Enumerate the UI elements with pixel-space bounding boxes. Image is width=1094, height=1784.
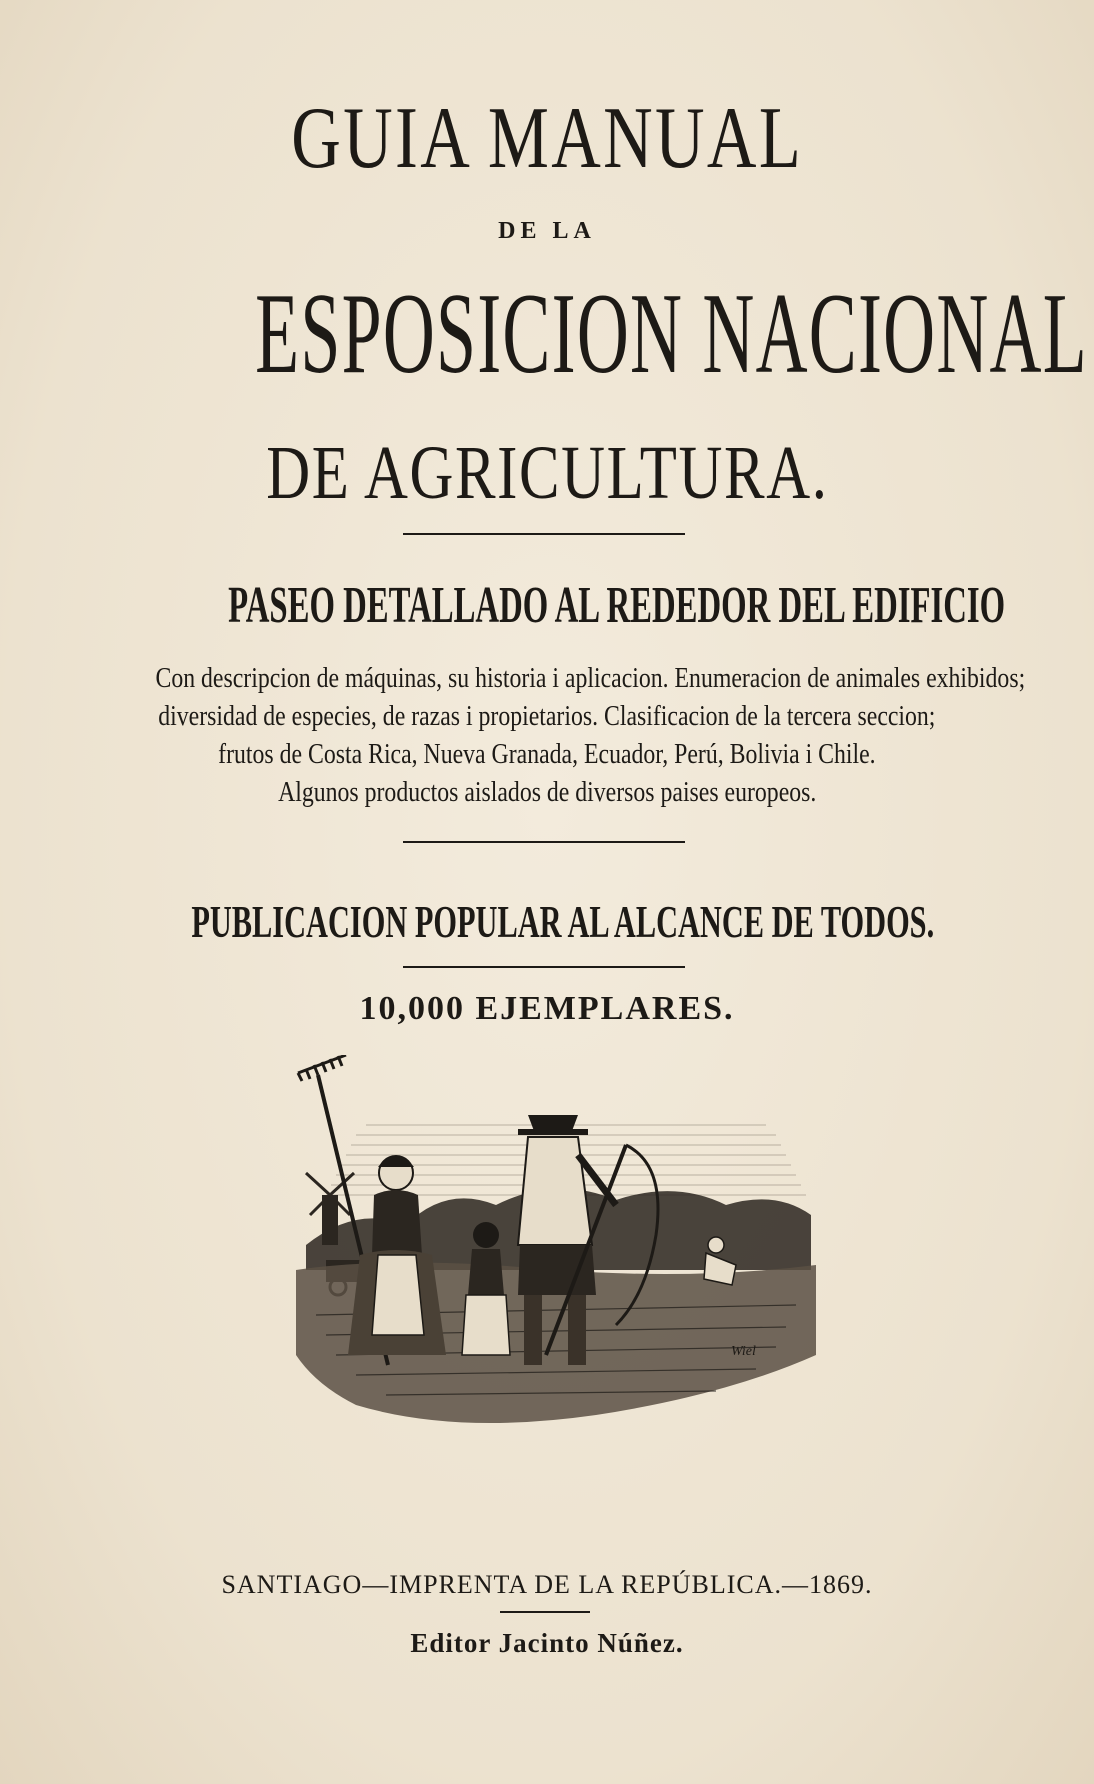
subtitle: PASEO DETALLADO AL REDEDOR DEL EDIFICIO xyxy=(228,577,1006,634)
description-line: diversidad de especies, de razas i propietarios. Clasificacion de la tercera seccion; xyxy=(158,700,936,732)
description-line: frutos de Costa Rica, Nueva Granada, Ecuador, Perú, Bolivia i Chile. xyxy=(218,738,876,770)
imprint-line: SANTIAGO—IMPRENTA DE LA REPÚBLICA.—1869. xyxy=(221,1570,873,1599)
title-line-esposicion: ESPOSICION NACIONAL xyxy=(255,270,1088,398)
editor-line: Editor Jacinto Núñez. xyxy=(410,1628,684,1658)
title-line-guia-manual: GUIA MANUAL xyxy=(291,90,803,187)
description-line: Algunos productos aislados de diversos paises europeos. xyxy=(277,776,817,808)
title-line-agricultura: DE AGRICULTURA. xyxy=(265,431,829,515)
divider-rule-4 xyxy=(500,1611,590,1613)
engraver-signature: Wiel xyxy=(731,1344,756,1359)
description-line: Con descripcion de máquinas, su historia i aplicacion. Enumeracion de animales exhibidos; xyxy=(155,662,1026,694)
farm-family-engraving-icon xyxy=(296,1055,816,1445)
description-paragraph xyxy=(60,662,1034,814)
divider-rule-1 xyxy=(403,533,685,535)
title-line-de-la: DE LA xyxy=(498,218,596,244)
copies-count: 10,000 EJEMPLARES. xyxy=(359,990,735,1027)
divider-rule-2 xyxy=(403,841,685,843)
publication-note: PUBLICACION POPULAR AL ALCANCE DE TODOS. xyxy=(191,896,935,947)
divider-rule-3 xyxy=(403,966,685,968)
